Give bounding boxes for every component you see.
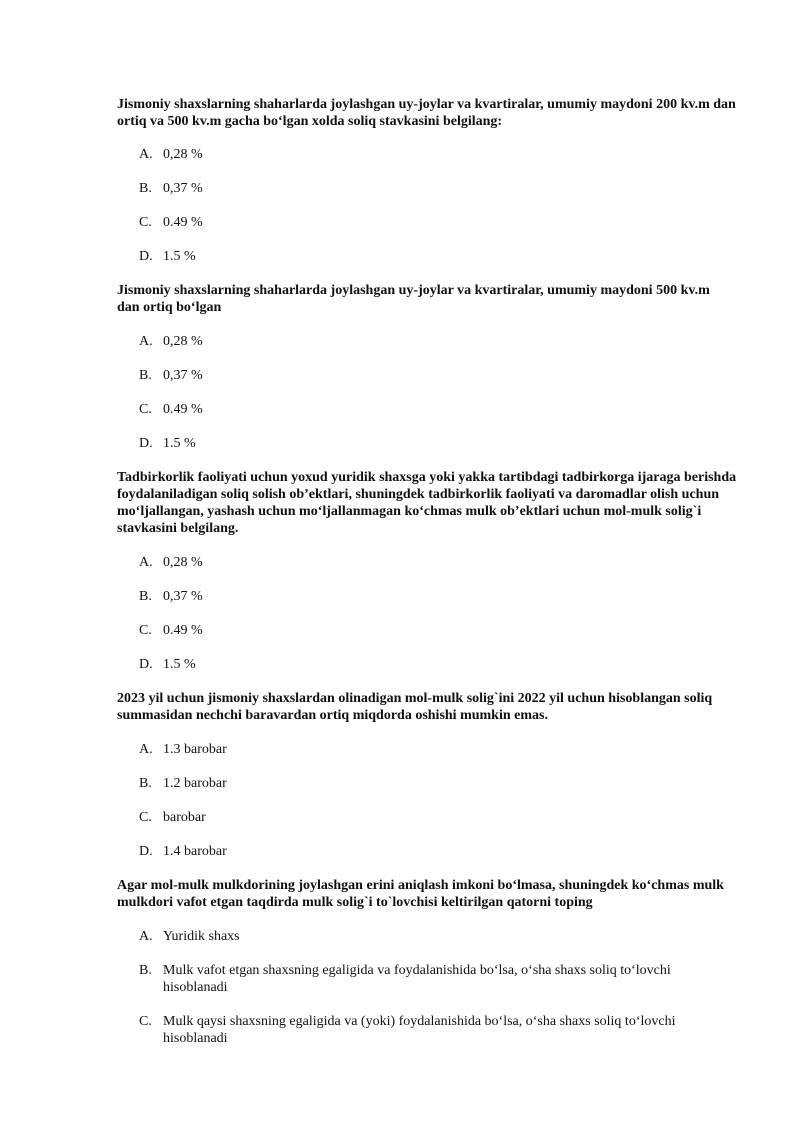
option-text: 0,37 %: [163, 589, 203, 604]
option-letter: C.: [139, 402, 152, 417]
option-text: 1.5 %: [163, 657, 196, 672]
q3-option-a: [139, 554, 739, 571]
option-text: 0,37 %: [163, 181, 203, 196]
option-letter: C.: [139, 1014, 152, 1029]
option-letter: D.: [139, 436, 153, 451]
option-text: 0,28 %: [163, 555, 203, 570]
option-text: 1.3 barobar: [163, 742, 227, 757]
option-text: 1.2 barobar: [163, 776, 227, 791]
option-letter: D.: [139, 657, 153, 672]
q2-option-d: [139, 435, 739, 452]
option-letter: D.: [139, 844, 153, 859]
option-letter: D.: [139, 249, 153, 264]
q1-option-c: [139, 214, 739, 231]
q1-option-a: [139, 146, 739, 163]
q4-option-c: [139, 809, 739, 826]
q4-option-d: [139, 843, 739, 860]
q3-option-c: [139, 622, 739, 639]
q1-option-d: [139, 248, 739, 265]
option-letter: B.: [139, 776, 152, 791]
option-letter: A.: [139, 742, 153, 757]
option-letter: A.: [139, 147, 153, 162]
q1-option-b: [139, 180, 739, 197]
option-text: Mulk vafot etgan shaxsning egaligida va foydalanishida bo‘lsa, o‘sha shaxs soliq to‘lovchi hisoblanadi: [163, 963, 671, 995]
question-1: Jismoniy shaxslarning shaharlarda joylashgan uy-joylar va kvartiralar, umumiy maydoni 200 kv.m dan ortiq va 500 kv.m gacha bo‘lgan xolda soliq stavkasini belgilang:: [117, 97, 736, 129]
option-text: 0,28 %: [163, 147, 203, 162]
q4-option-b: [139, 775, 739, 792]
option-letter: C.: [139, 810, 152, 825]
option-text: 0,28 %: [163, 334, 203, 349]
option-letter: B.: [139, 368, 152, 383]
option-text: 1.4 barobar: [163, 844, 227, 859]
q2-option-b: [139, 367, 739, 384]
option-text: 0,37 %: [163, 368, 203, 383]
question-5: Agar mol-mulk mulkdorining joylashgan erini aniqlash imkoni bo‘lmasa, shuningdek ko‘chmas mulk mulkdori vafot etgan taqdirda mulk solig`i to`lovchisi keltirilgan qatorni toping: [117, 878, 724, 910]
option-text: Yuridik shaxs: [163, 929, 240, 944]
q4-option-a: [139, 741, 739, 758]
option-text: 0.49 %: [163, 215, 203, 230]
question-3: Tadbirkorlik faoliyati uchun yoxud yuridik shaxsga yoki yakka tartibdagi tadbirkorga ijaraga berishda foydalaniladigan soliq solish ob’ektlari, shuningdek tadbirkorlik faoliyati va daromadlar olish uchun mo‘ljallangan, yashash uchun mo‘ljallanmagan ko‘chmas mulk ob’ektlari uchun mol-mulk solig`i stavkasini belgilang.: [117, 470, 737, 536]
q5-option-a: [139, 928, 739, 945]
q5-option-b: [139, 962, 714, 996]
option-text: 0.49 %: [163, 623, 203, 638]
option-letter: A.: [139, 555, 153, 570]
q5-option-c: [139, 1013, 714, 1047]
q2-option-c: [139, 401, 739, 418]
question-4: 2023 yil uchun jismoniy shaxslardan olinadigan mol-mulk solig`ini 2022 yil uchun hisoblangan soliq summasidan nechchi baravardan ortiq miqdorda oshishi mumkin emas.: [117, 691, 713, 723]
option-letter: C.: [139, 623, 152, 638]
option-text: 1.5 %: [163, 249, 196, 264]
option-letter: C.: [139, 215, 152, 230]
option-text: barobar: [163, 810, 206, 825]
q3-option-b: [139, 588, 739, 605]
option-text: Mulk qaysi shaxsning egaligida va (yoki) foydalanishida bo‘lsa, o‘sha shaxs soliq to‘lovchi hisoblanadi: [163, 1014, 676, 1046]
option-letter: A.: [139, 929, 153, 944]
option-letter: B.: [139, 589, 152, 604]
q3-option-d: [139, 656, 739, 673]
q2-option-a: [139, 333, 739, 350]
question-2: Jismoniy shaxslarning shaharlarda joylashgan uy-joylar va kvartiralar, umumiy maydoni 500 kv.m dan ortiq bo‘lgan: [117, 283, 710, 315]
option-letter: A.: [139, 334, 153, 349]
option-text: 1.5 %: [163, 436, 196, 451]
option-letter: B.: [139, 963, 152, 978]
option-letter: B.: [139, 181, 152, 196]
option-text: 0.49 %: [163, 402, 203, 417]
